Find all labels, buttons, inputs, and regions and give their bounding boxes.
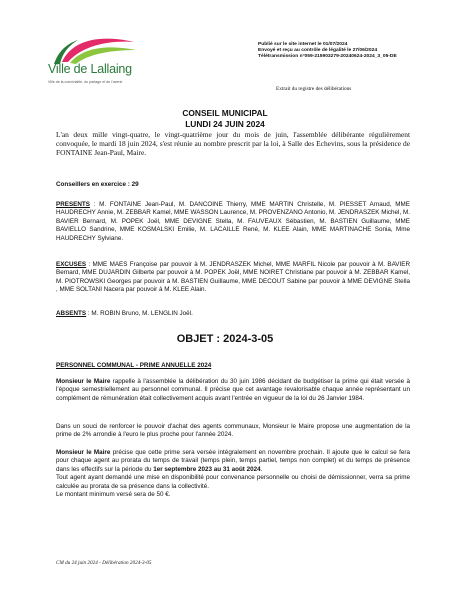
meta-published: Publié sur le site internet le 01/07/2024 [258,42,348,47]
payment-text-end: . [260,465,263,473]
mayor-lead-1: Monsieur le Maire [56,378,111,385]
absent-paragraph [56,310,410,318]
excused-paragraph [56,261,410,295]
meta-transmission-number: Télétransmission n°059-215903279-20240624-2024_3_05-DE [258,54,397,60]
councillors-count: 29 [131,181,139,188]
mayor-lead-2: Monsieur le Maire [56,449,111,456]
minimum-amount-text: Le montant minimum versé sera de 50 €. [56,491,171,499]
councillors-line [56,181,410,189]
paragraph-reminder-text: rappelle à l'assemblée la délibération du 30 juin 1986 décidant de budgétiser la prime qui était versée à l'époque semestriellement au personnel communal. Il précise que cet avantage revalorisable chaque année représentant un complément de rémunération était collectivement acquis avant l'entrée en vigueur de la loi du 26 Janvier 1984. [56,378,410,402]
councillors-label: Conseillers en exercice : [56,181,132,188]
page-footer: CM du 24 juin 2024 - Délibération 2024-3-05 [56,560,152,566]
payment-text: précise que cette prime sera versée intégralement en novembre prochain. Il ajoute que le calcul se fera pour chaque agent au prorata du temps de travail (temps plein, temps partiel, temps non complet) et du temps de présence dans les effectifs sur la période du [56,449,410,473]
absent-list: : M. ROBIN Bruno, M. LENGLIN Joël. [86,310,193,317]
paragraph-payment [56,449,410,499]
town-logo [48,32,140,104]
logo-tagline: Ville de la convivialité, du partage et de l'avenir [48,80,123,84]
absent-label: ABSENTS [56,310,87,317]
meta-received: Envoyé et reçu au contrôle de légalité le 27/06/2024 [258,48,378,54]
present-list: : M. FONTAINE Jean-Paul, M. DANCOINE Thierry, MME MARTIN Christelle, M. PIESSET Arnaud, MME HAUDRECHY Annie, M. ZEBBAR Kamel, MME WASSON Laurence, M. PROVENZANO Antonio, M. JENDRASZEK Michel, M. BAVIER Bernard, M. POPEK Joël, MME DEVIGNE Stella, M. FAUVEAUX Sébastien, M. BASTIEN Guillaume, MME BAVIELLO Sandrine, MME KOSMALSKI Emilie, M. LACAILLE René, M. KLEE Alain, MME MARTINACHE Sonia, Mme HAUDRECHY Sylviane. [56,201,410,242]
payment-period: 1er septembre 2023 au 31 août 2024 [153,465,261,473]
section-title: PERSONNEL COMMUNAL - PRIME ANNUELLE 2024 [56,362,212,369]
council-title: CONSEIL MUNICIPAL [182,108,268,118]
logo-swoosh-icon [48,32,140,66]
excused-list: : MME MAES Françoise par pouvoir à M. JENDRASZEK Michel, MME MARFIL Nicole par pouvoir à M. BAVIER Bernard, MME DUJARDIN Gilberte par pouvoir à M. POPEK Joël, MME NOIRET Christiane par pouvoir à M. ZEBBAR Kamel, M. PIOTROWSKI Georges par pouvoir à M. BASTIEN Guillaume, MME DECOUT Sabine par pouvoir à MME DEVIGNE Stella , MME SOLTANI Nacera par pouvoir à M. KLEE Alain. [56,261,410,294]
logo-town-name: Ville de Lallaing [48,62,132,76]
excused-label: EXCUSES [56,261,87,268]
paragraph-increase: Dans un souci de renforcer le pouvoir d'achat des agents communaux, Monsieur le Maire propose une augmentation de la prime de 2% arrondie à l'euro le plus proche pour l'année 2024. [56,423,410,439]
present-label: PRESENTS [56,201,90,208]
resignation-text: Tout agent ayant demandé une mise en disponibilité pour convenance personnelle ou choisi de démissionner, verra sa prime calculée au prorata de sa présence dans la collectivité. [56,474,410,490]
transmission-meta [258,42,444,61]
deliberation-number: OBJET : 2024-3-05 [176,333,274,345]
extract-label: Extrait du registre des délibérations [276,86,352,92]
meeting-date: LUNDI 24 JUIN 2024 [185,119,265,129]
intro-paragraph: L'an deux mille vingt-quatre, le vingt-quatrième jour du mois de juin, l'assemblée délibérante régulièrement convoquée, le mardi 18 juin 2024, s'est réunie au nombre prescrit par la loi, à Salle des Echevins, sous la présidence de FONTAINE Jean-Paul, Maire. [56,130,410,157]
present-paragraph [56,201,410,243]
paragraph-reminder [56,378,410,403]
